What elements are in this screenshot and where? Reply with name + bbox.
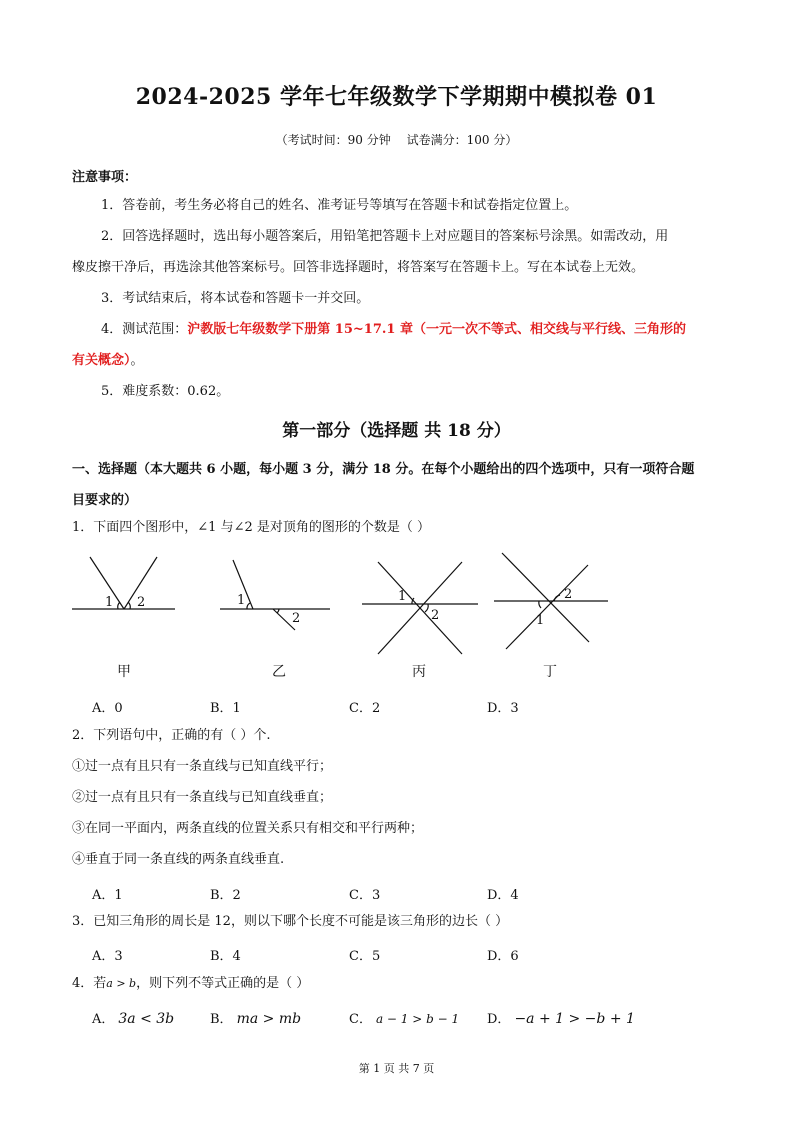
q4-option-d-expr: −a + 1 > −b + 1 xyxy=(514,1011,635,1027)
fig-bing-angle-2: 2 xyxy=(431,608,440,623)
q4-option-b-expr: ma > mb xyxy=(236,1011,302,1027)
note-1: 1．答卷前，考生务必将自己的姓名、准考证号等填写在答题卡和试卷指定位置上。 xyxy=(101,198,578,213)
note-4-line-1 xyxy=(101,322,686,338)
fig-jia-arc-2 xyxy=(128,602,130,609)
note-3: 3．考试结束后，将本试卷和答题卡一并交回。 xyxy=(101,291,370,306)
fig-jia-arc-1 xyxy=(118,602,120,609)
q4-option-b[interactable] xyxy=(210,1008,301,1027)
q1-option-b[interactable]: B．1 xyxy=(210,701,241,716)
q2-statement-1: ①过一点有且只有一条直线与已知直线平行； xyxy=(72,759,333,774)
fig-yi-angle-1: 1 xyxy=(237,593,246,608)
q3-option-a[interactable]: A．3 xyxy=(92,949,123,964)
fig-label-jia: 甲 xyxy=(117,664,131,680)
exam-time: （考试时间：90 分钟 xyxy=(275,133,391,147)
q4-stem-prefix: 4．若 xyxy=(72,976,107,991)
fig-label-ding: 丁 xyxy=(543,664,557,680)
fig-ding-diag-1 xyxy=(502,553,589,642)
q4-option-d-letter: D． xyxy=(487,1012,511,1027)
fig-label-bing: 丙 xyxy=(412,664,426,680)
q1-option-a[interactable]: A．0 xyxy=(92,701,123,716)
note-4-scope: 沪教版七年级数学下册第 15~17.1 章（一元一次不等式、相交线与平行线、三角形的 xyxy=(187,322,686,337)
note-4-prefix: 4．测试范围： xyxy=(101,322,188,337)
q1-option-c[interactable]: C．2 xyxy=(349,701,381,716)
q4-option-a[interactable] xyxy=(92,1008,174,1027)
q2-option-b[interactable]: B．2 xyxy=(210,888,241,903)
fig-bing-arc-2 xyxy=(425,604,428,612)
note-4-line-2 xyxy=(72,353,144,369)
q1-option-d[interactable]: D．3 xyxy=(487,701,519,716)
exam-info xyxy=(0,131,793,148)
q4-option-b-letter: B． xyxy=(210,1012,233,1027)
page-title: 2024-2025 学年七年级数学下学期期中模拟卷 01 xyxy=(135,84,658,110)
q3-option-c[interactable]: C．5 xyxy=(349,949,381,964)
notes-heading: 注意事项： xyxy=(72,170,138,185)
fig-ding-angle-2: 2 xyxy=(564,587,573,602)
q4-stem xyxy=(72,976,309,992)
q3-option-d[interactable]: D．6 xyxy=(487,949,519,964)
fig-label-yi: 乙 xyxy=(272,664,286,680)
q2-option-d[interactable]: D．4 xyxy=(487,888,519,903)
fig-bing-angle-1: 1 xyxy=(398,589,407,604)
page-footer: 第 1 页 共 7 页 xyxy=(358,1062,435,1075)
note-2-line-1: 2．回答选择题时，选出每小题答案后，用铅笔把答题卡上对应题目的答案标号涂黑。如需改动，用 xyxy=(101,229,669,244)
note-4-scope-cont: 有关概念） xyxy=(72,353,131,368)
note-5: 5．难度系数：0.62。 xyxy=(101,384,230,399)
note-4-suffix: 。 xyxy=(130,353,144,368)
q4-condition: a > b xyxy=(106,977,137,990)
q3-stem: 3．已知三角形的周长是 12，则以下哪个长度不可能是该三角形的边长（ ） xyxy=(72,914,509,929)
q2-statement-3: ③在同一平面内，两条直线的位置关系只有相交和平行两种； xyxy=(72,821,424,836)
q4-option-c[interactable] xyxy=(349,1008,459,1027)
q2-option-a[interactable]: A．1 xyxy=(92,888,123,903)
q3-option-b[interactable]: B．4 xyxy=(210,949,241,964)
q4-option-d[interactable] xyxy=(487,1008,635,1027)
q2-statement-4: ④垂直于同一条直线的两条直线垂直. xyxy=(72,852,285,867)
fig-jia-angle-1: 1 xyxy=(105,595,114,610)
fig-ding-diag-2 xyxy=(506,565,588,649)
q1-stem: 1．下面四个图形中，∠1 与∠2 是对顶角的图形的个数是（ ） xyxy=(72,520,430,535)
part-heading: 第一部分（选择题 共 18 分） xyxy=(282,421,511,441)
q4-option-a-expr: 3a < 3b xyxy=(118,1011,175,1027)
fig-ding-arc-2 xyxy=(554,595,560,601)
fig-yi-arc-1 xyxy=(247,603,250,609)
exam-score: 试卷满分：100 分） xyxy=(406,133,518,147)
section-heading-line-2: 目要求的） xyxy=(72,493,138,508)
q2-option-c[interactable]: C．3 xyxy=(349,888,381,903)
q4-option-a-letter: A． xyxy=(92,1012,115,1027)
q2-statement-2: ②过一点有且只有一条直线与已知直线垂直； xyxy=(72,790,333,805)
q4-stem-suffix: ，则下列不等式正确的是（ ） xyxy=(136,976,310,991)
note-2-line-2: 橡皮擦干净后，再选涂其他答案标号。回答非选择题时，将答案写在答题卡上。写在本试卷上无效。 xyxy=(72,260,645,275)
q1-figures xyxy=(60,548,620,688)
fig-ding-angle-1: 1 xyxy=(536,613,545,628)
fig-yi-angle-2: 2 xyxy=(292,611,301,626)
section-heading-line-1: 一、选择题（本大题共 6 小题，每小题 3 分，满分 18 分。在每个小题给出的四个选项中，只有一项符合题 xyxy=(72,462,695,477)
q2-stem: 2．下列语句中，正确的有（ ）个. xyxy=(72,728,271,743)
fig-ding-arc-1 xyxy=(539,601,541,608)
q4-option-c-letter: C． xyxy=(349,1012,372,1027)
q4-option-c-expr: a − 1 > b − 1 xyxy=(375,1012,460,1026)
fig-jia-angle-2: 2 xyxy=(137,595,146,610)
